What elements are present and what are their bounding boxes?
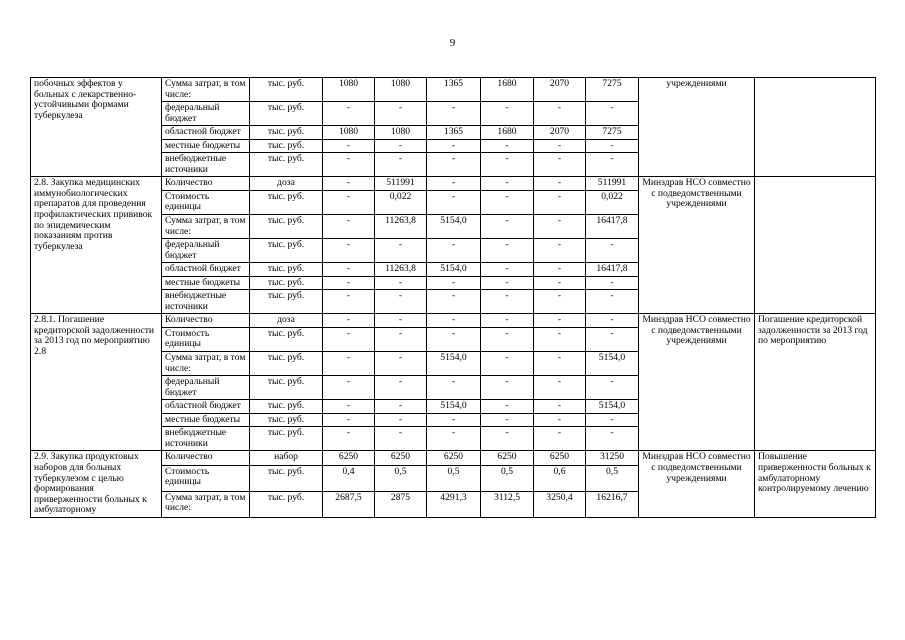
value-cell: - [323,352,375,376]
value-cell: - [323,427,375,451]
measure-name: 2.9. Закупка продуктовых наборов для больных туберкулезом с целью формирования приверженности больных к амбулаторному [31,451,162,517]
executor-cell: Минздрав НСО совместно с подведомственными учреждениями [639,451,755,517]
value-cell: 0,022 [375,190,427,214]
value-cell: - [323,413,375,427]
value-cell: 511991 [586,177,639,191]
value-cell: 6250 [427,451,481,466]
unit-cell: тыс. руб. [250,465,323,491]
executor-cell: Минздрав НСО совместно с подведомственными учреждениями [639,314,755,451]
value-cell: 0,022 [586,190,639,214]
table-row [31,314,876,328]
row-label: Сумма затрат, в том числе: [162,352,250,376]
row-label: внебюджетные источники [162,427,250,451]
value-cell: 11263,8 [375,263,427,277]
table-row [31,78,876,102]
page-number: 9 [449,37,456,49]
value-cell: - [375,276,427,290]
value-cell: - [534,400,586,414]
value-cell: 0,4 [323,465,375,491]
value-cell: - [534,263,586,277]
value-cell: 5154,0 [427,400,481,414]
value-cell: - [481,190,534,214]
value-cell: - [427,153,481,177]
value-cell: 5154,0 [427,263,481,277]
value-cell: - [323,190,375,214]
executor-cell: учреждениями [639,78,755,177]
value-cell: 5154,0 [427,215,481,239]
unit-cell: тыс. руб. [250,376,323,400]
value-cell: 5154,0 [586,400,639,414]
value-cell: - [481,314,534,328]
value-cell: 2070 [534,126,586,140]
value-cell: - [375,376,427,400]
value-cell: 1080 [323,78,375,102]
measure-name: 2.8.1. Погашение кредиторской задолженности за 2013 год по мероприятию 2.8 [31,314,162,451]
value-cell: 0,5 [375,465,427,491]
value-cell: - [534,239,586,263]
value-cell: - [586,153,639,177]
value-cell: - [586,314,639,328]
value-cell: - [481,153,534,177]
value-cell: 1680 [481,126,534,140]
value-cell: - [427,314,481,328]
value-cell: - [534,102,586,126]
value-cell: 11263,8 [375,215,427,239]
value-cell: - [534,327,586,351]
value-cell: - [323,215,375,239]
value-cell: - [375,139,427,153]
unit-cell: тыс. руб. [250,352,323,376]
value-cell: 1365 [427,126,481,140]
value-cell: - [534,215,586,239]
value-cell: 0,5 [586,465,639,491]
row-label: Количество [162,451,250,466]
value-cell: 2875 [375,491,427,517]
value-cell: - [481,263,534,277]
row-label: Сумма затрат, в том числе: [162,78,250,102]
value-cell: 6250 [534,451,586,466]
value-cell: - [481,376,534,400]
value-cell: - [323,276,375,290]
value-cell: 16417,8 [586,263,639,277]
unit-cell: тыс. руб. [250,153,323,177]
value-cell: - [586,102,639,126]
row-label: областной бюджет [162,400,250,414]
executor-cell: Минздрав НСО совместно с подведомственными учреждениями [639,177,755,314]
value-cell: 6250 [481,451,534,466]
value-cell: 16417,8 [586,215,639,239]
value-cell: - [323,239,375,263]
unit-cell: тыс. руб. [250,491,323,517]
value-cell: 511991 [375,177,427,191]
value-cell: 7275 [586,126,639,140]
value-cell: - [375,327,427,351]
value-cell: 1080 [323,126,375,140]
value-cell: - [427,276,481,290]
value-cell: - [586,290,639,314]
value-cell: - [375,400,427,414]
unit-cell: тыс. руб. [250,126,323,140]
value-cell: - [586,413,639,427]
row-label: Сумма затрат, в том числе: [162,215,250,239]
value-cell: - [427,177,481,191]
unit-cell: тыс. руб. [250,78,323,102]
unit-cell: набор [250,451,323,466]
unit-cell: доза [250,314,323,328]
unit-cell: тыс. руб. [250,102,323,126]
value-cell: - [586,239,639,263]
value-cell: 1080 [375,126,427,140]
value-cell: - [534,427,586,451]
value-cell: 5154,0 [427,352,481,376]
value-cell: - [534,139,586,153]
unit-cell: тыс. руб. [250,263,323,277]
row-label: Количество [162,177,250,191]
value-cell: 1080 [375,78,427,102]
value-cell: - [586,139,639,153]
value-cell: - [427,427,481,451]
value-cell: - [323,314,375,328]
value-cell: 1680 [481,78,534,102]
row-label: Стоимость единицы [162,327,250,351]
unit-cell: тыс. руб. [250,190,323,214]
value-cell: - [323,139,375,153]
value-cell: - [375,413,427,427]
value-cell: - [534,290,586,314]
unit-cell: тыс. руб. [250,327,323,351]
value-cell: 7275 [586,78,639,102]
value-cell: 0,5 [427,465,481,491]
value-cell: - [586,376,639,400]
result-cell: Погашение кредиторской задолженности за 2013 год по мероприятию [755,314,876,451]
row-label: федеральный бюджет [162,239,250,263]
row-label: федеральный бюджет [162,102,250,126]
measure-name: побочных эффектов у больных с лекарственно-устойчивыми формами туберкулеза [31,78,162,177]
result-cell: Повышение приверженности больных к амбулаторному контролируемому лечению [755,451,876,517]
value-cell: - [375,352,427,376]
value-cell: - [534,352,586,376]
row-label: областной бюджет [162,126,250,140]
value-cell: - [534,376,586,400]
value-cell: 6250 [323,451,375,466]
value-cell: - [427,102,481,126]
row-label: местные бюджеты [162,276,250,290]
unit-cell: тыс. руб. [250,215,323,239]
value-cell: 1365 [427,78,481,102]
value-cell: - [427,190,481,214]
value-cell: 6250 [375,451,427,466]
value-cell: 3250,4 [534,491,586,517]
value-cell: - [427,290,481,314]
value-cell: - [586,327,639,351]
value-cell: - [375,427,427,451]
table-row [31,451,876,466]
value-cell: - [586,276,639,290]
value-cell: - [481,427,534,451]
value-cell: 16216,7 [586,491,639,517]
value-cell: - [534,314,586,328]
value-cell: - [534,190,586,214]
value-cell: - [375,290,427,314]
value-cell: 31250 [586,451,639,466]
result-cell [755,177,876,314]
row-label: областной бюджет [162,263,250,277]
value-cell: - [534,413,586,427]
value-cell: - [481,215,534,239]
value-cell: - [323,177,375,191]
value-cell: - [481,139,534,153]
unit-cell: тыс. руб. [250,276,323,290]
unit-cell: тыс. руб. [250,400,323,414]
value-cell: - [427,239,481,263]
row-label: местные бюджеты [162,413,250,427]
value-cell: - [323,102,375,126]
value-cell: 4291,3 [427,491,481,517]
value-cell: - [323,263,375,277]
value-cell: - [323,376,375,400]
value-cell: - [427,413,481,427]
value-cell: - [375,239,427,263]
value-cell: - [586,427,639,451]
value-cell: 2070 [534,78,586,102]
value-cell: - [427,376,481,400]
value-cell: 0,6 [534,465,586,491]
row-label: внебюджетные источники [162,153,250,177]
value-cell: - [481,327,534,351]
value-cell: - [481,413,534,427]
value-cell: - [481,352,534,376]
program-table [30,77,876,518]
value-cell: - [481,290,534,314]
value-cell: - [481,102,534,126]
unit-cell: доза [250,177,323,191]
value-cell: 3112,5 [481,491,534,517]
value-cell: - [534,177,586,191]
row-label: Сумма затрат, в том числе: [162,491,250,517]
row-label: Стоимость единицы [162,190,250,214]
row-label: федеральный бюджет [162,376,250,400]
value-cell: 0,5 [481,465,534,491]
value-cell: - [427,327,481,351]
unit-cell: тыс. руб. [250,427,323,451]
value-cell: - [534,276,586,290]
value-cell: - [481,177,534,191]
value-cell: - [481,276,534,290]
value-cell: 5154,0 [586,352,639,376]
value-cell: - [534,153,586,177]
value-cell: - [375,153,427,177]
row-label: Количество [162,314,250,328]
row-label: Стоимость единицы [162,465,250,491]
unit-cell: тыс. руб. [250,139,323,153]
value-cell: - [481,400,534,414]
value-cell: - [323,290,375,314]
table-row [31,177,876,191]
value-cell: - [323,153,375,177]
unit-cell: тыс. руб. [250,413,323,427]
unit-cell: тыс. руб. [250,239,323,263]
value-cell: - [375,314,427,328]
value-cell: - [375,102,427,126]
value-cell: - [323,327,375,351]
value-cell: - [481,239,534,263]
unit-cell: тыс. руб. [250,290,323,314]
row-label: местные бюджеты [162,139,250,153]
value-cell: 2687,5 [323,491,375,517]
row-label: внебюджетные источники [162,290,250,314]
result-cell [755,78,876,177]
value-cell: - [323,400,375,414]
measure-name: 2.8. Закупка медицинских иммунобиологических препаратов для проведения профилактических прививок по эпидемическим показаниям против туберкулеза [31,177,162,314]
value-cell: - [427,139,481,153]
